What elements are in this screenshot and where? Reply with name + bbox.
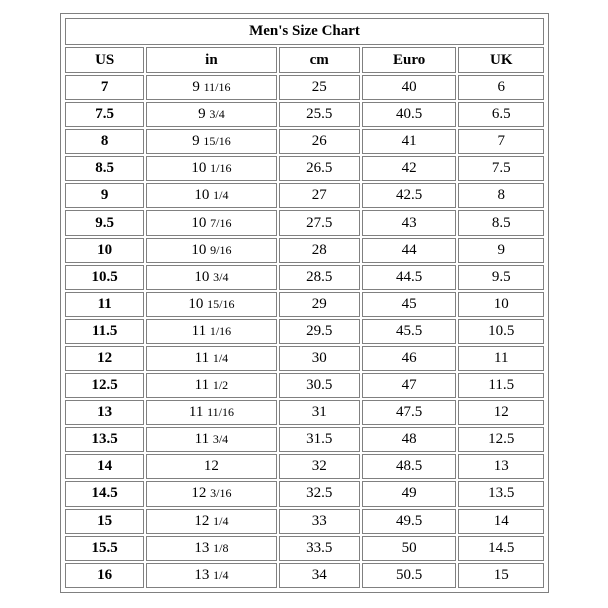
uk-cell: 10 [458, 292, 544, 317]
us-size-cell: 11 [65, 292, 144, 317]
cm-cell: 26 [279, 129, 360, 154]
inch-fraction: 1/16 [209, 323, 232, 338]
table-row [65, 156, 544, 181]
table-row [65, 400, 544, 425]
inch-cell [146, 346, 276, 371]
uk-cell: 7.5 [458, 156, 544, 181]
us-size-cell: 9.5 [65, 210, 144, 235]
inch-whole: 10 [194, 187, 210, 204]
column-header-us: US [65, 47, 144, 73]
inch-whole: 10 [191, 241, 207, 258]
uk-cell: 7 [458, 129, 544, 154]
inch-cell [146, 319, 276, 344]
inch-fraction: 3/4 [213, 269, 229, 284]
inch-fraction: 1/4 [213, 567, 229, 582]
table-row [65, 563, 544, 588]
table-title: Men's Size Chart [65, 18, 544, 45]
us-size-cell: 10.5 [65, 265, 144, 290]
cm-cell: 25.5 [279, 102, 360, 127]
cm-cell: 32.5 [279, 481, 360, 506]
inch-fraction: 1/8 [213, 540, 229, 555]
inch-whole: 13 [194, 566, 210, 583]
us-size-cell: 14.5 [65, 481, 144, 506]
uk-cell: 8.5 [458, 210, 544, 235]
us-size-cell: 16 [65, 563, 144, 588]
euro-cell: 45.5 [362, 319, 457, 344]
inch-cell [146, 238, 276, 263]
euro-cell: 45 [362, 292, 457, 317]
euro-cell: 50.5 [362, 563, 457, 588]
inch-fraction: 1/16 [210, 161, 232, 176]
inch-cell [146, 210, 276, 235]
uk-cell: 13 [458, 454, 544, 479]
inch-fraction: 7/16 [210, 215, 232, 230]
cm-cell: 30.5 [279, 373, 360, 398]
table-row [65, 75, 544, 100]
euro-cell: 42 [362, 156, 457, 181]
euro-cell: 48.5 [362, 454, 457, 479]
euro-cell: 47.5 [362, 400, 457, 425]
inch-cell [146, 156, 276, 181]
inch-cell [146, 102, 276, 127]
inch-whole: 9 [198, 106, 206, 123]
inch-fraction: 1/4 [213, 188, 229, 203]
uk-cell: 9 [458, 238, 544, 263]
header-row [65, 47, 544, 73]
inch-fraction: 1/2 [212, 378, 229, 393]
column-header-uk: UK [458, 47, 544, 73]
us-size-cell: 9 [65, 183, 144, 208]
cm-cell: 30 [279, 346, 360, 371]
inch-fraction: 3/16 [210, 486, 232, 501]
cm-cell: 34 [279, 563, 360, 588]
inch-fraction: 1/4 [213, 513, 229, 528]
table-row [65, 509, 544, 534]
cm-cell: 32 [279, 454, 360, 479]
us-size-cell: 10 [65, 238, 144, 263]
euro-cell: 40.5 [362, 102, 457, 127]
table-row [65, 319, 544, 344]
table-row [65, 454, 544, 479]
inch-cell [146, 454, 276, 479]
us-size-cell: 8 [65, 129, 144, 154]
inch-whole: 9 [192, 79, 200, 96]
inch-whole: 11 [194, 431, 210, 448]
euro-cell: 46 [362, 346, 457, 371]
table-row [65, 373, 544, 398]
inch-fraction: 11/16 [207, 405, 234, 420]
inch-whole: 13 [194, 539, 210, 556]
title-row [65, 18, 544, 45]
inch-whole: 10 [191, 160, 207, 177]
inch-whole: 10 [194, 268, 210, 285]
uk-cell: 15 [458, 563, 544, 588]
uk-cell: 6.5 [458, 102, 544, 127]
us-size-cell: 15.5 [65, 536, 144, 561]
euro-cell: 40 [362, 75, 457, 100]
euro-cell: 44 [362, 238, 457, 263]
cm-cell: 25 [279, 75, 360, 100]
table-body [65, 75, 544, 588]
us-size-cell: 7 [65, 75, 144, 100]
inch-fraction: 1/4 [212, 350, 229, 365]
us-size-cell: 12.5 [65, 373, 144, 398]
euro-cell: 44.5 [362, 265, 457, 290]
inch-whole: 11 [191, 322, 207, 339]
inch-cell [146, 265, 276, 290]
uk-cell: 11 [458, 346, 544, 371]
uk-cell: 8 [458, 183, 544, 208]
cm-cell: 33 [279, 509, 360, 534]
inch-cell [146, 183, 276, 208]
inch-whole: 10 [188, 295, 204, 312]
uk-cell: 9.5 [458, 265, 544, 290]
us-size-cell: 13.5 [65, 427, 144, 452]
euro-cell: 41 [362, 129, 457, 154]
uk-cell: 10.5 [458, 319, 544, 344]
inch-fraction: 15/16 [203, 134, 231, 149]
size-chart-frame [60, 13, 549, 593]
inch-whole: 11 [194, 377, 210, 394]
uk-cell: 13.5 [458, 481, 544, 506]
euro-cell: 42.5 [362, 183, 457, 208]
cm-cell: 31 [279, 400, 360, 425]
us-size-cell: 13 [65, 400, 144, 425]
us-size-cell: 7.5 [65, 102, 144, 127]
inch-fraction: 9/16 [210, 242, 232, 257]
inch-whole: 9 [192, 133, 200, 150]
inch-fraction: 11/16 [203, 80, 231, 95]
uk-cell: 12 [458, 400, 544, 425]
column-header-cm: cm [279, 47, 360, 73]
table-row [65, 183, 544, 208]
euro-cell: 49.5 [362, 509, 457, 534]
inch-cell [146, 129, 276, 154]
inch-cell [146, 536, 276, 561]
euro-cell: 50 [362, 536, 457, 561]
cm-cell: 31.5 [279, 427, 360, 452]
table-row [65, 238, 544, 263]
us-size-cell: 12 [65, 346, 144, 371]
inch-fraction: 3/4 [209, 107, 225, 122]
euro-cell: 47 [362, 373, 457, 398]
inch-whole: 11 [194, 349, 210, 366]
inch-whole: 10 [191, 214, 207, 231]
uk-cell: 11.5 [458, 373, 544, 398]
table-row [65, 129, 544, 154]
inch-cell [146, 400, 276, 425]
cm-cell: 33.5 [279, 536, 360, 561]
us-size-cell: 14 [65, 454, 144, 479]
us-size-cell: 15 [65, 509, 144, 534]
table-row [65, 102, 544, 127]
column-header-euro: Euro [362, 47, 457, 73]
inch-whole: 12 [194, 512, 210, 529]
inch-whole: 12 [191, 485, 207, 502]
inch-cell [146, 563, 276, 588]
inch-whole: 11 [188, 404, 204, 421]
inch-cell [146, 427, 276, 452]
inch-cell [146, 75, 276, 100]
cm-cell: 29 [279, 292, 360, 317]
inch-fraction: 3/4 [212, 432, 229, 447]
column-header-in: in [146, 47, 276, 73]
us-size-cell: 11.5 [65, 319, 144, 344]
table-row [65, 210, 544, 235]
uk-cell: 14.5 [458, 536, 544, 561]
euro-cell: 49 [362, 481, 457, 506]
inch-fraction: 15/16 [207, 296, 235, 311]
table-row [65, 427, 544, 452]
table-row [65, 292, 544, 317]
us-size-cell: 8.5 [65, 156, 144, 181]
inch-cell [146, 292, 276, 317]
inch-whole: 12 [203, 458, 219, 475]
uk-cell: 12.5 [458, 427, 544, 452]
uk-cell: 14 [458, 509, 544, 534]
uk-cell: 6 [458, 75, 544, 100]
euro-cell: 43 [362, 210, 457, 235]
table-row [65, 346, 544, 371]
size-chart-table [63, 16, 546, 590]
cm-cell: 28.5 [279, 265, 360, 290]
cm-cell: 28 [279, 238, 360, 263]
cm-cell: 27.5 [279, 210, 360, 235]
cm-cell: 27 [279, 183, 360, 208]
inch-cell [146, 481, 276, 506]
euro-cell: 48 [362, 427, 457, 452]
table-row [65, 265, 544, 290]
cm-cell: 26.5 [279, 156, 360, 181]
cm-cell: 29.5 [279, 319, 360, 344]
table-row [65, 536, 544, 561]
inch-cell [146, 373, 276, 398]
inch-cell [146, 509, 276, 534]
table-row [65, 481, 544, 506]
